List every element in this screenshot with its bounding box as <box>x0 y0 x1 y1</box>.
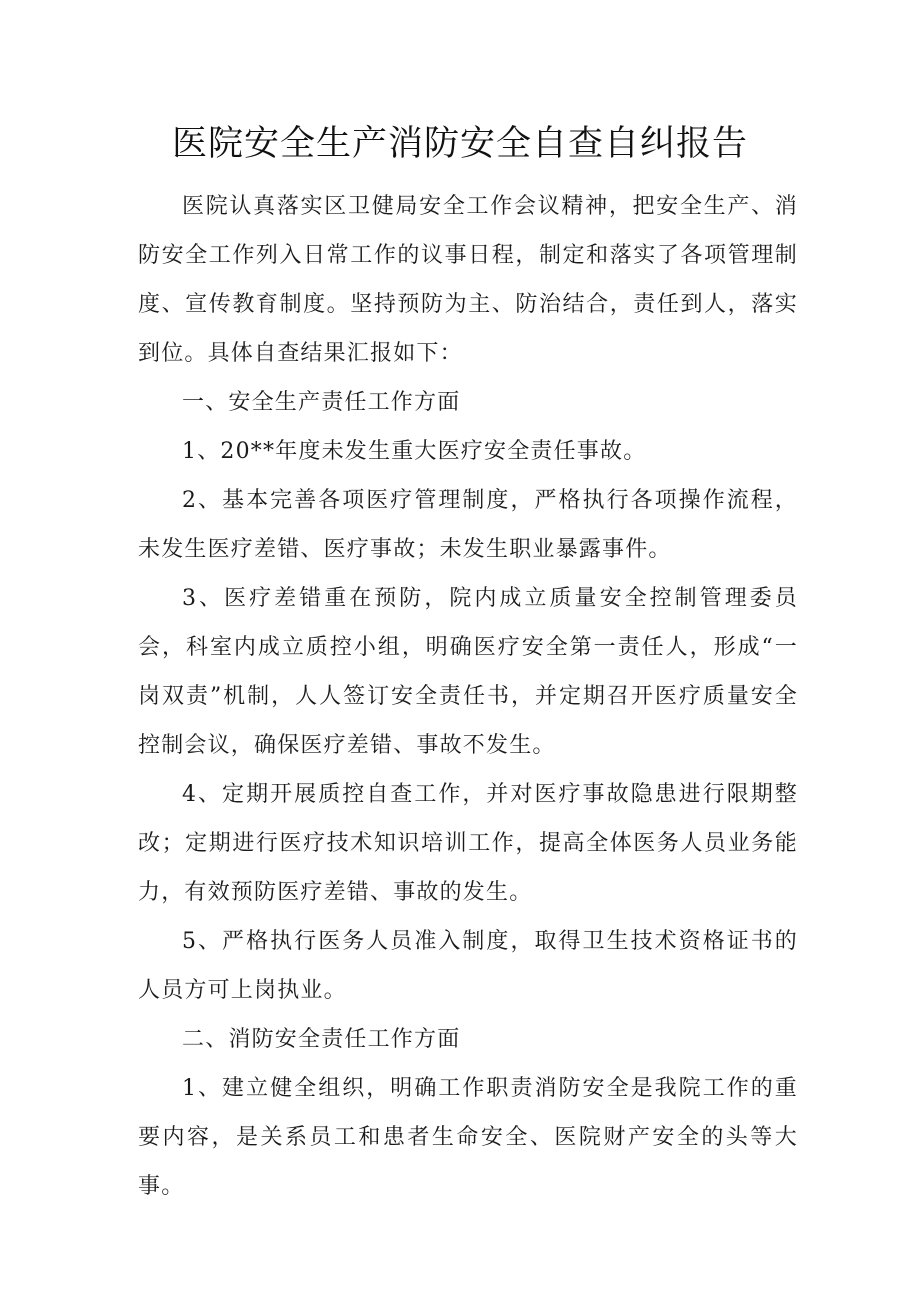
safety-item-1: 1、20**年度未发生重大医疗安全责任事故。 <box>182 439 647 464</box>
safety-item-4: 4、定期开展质控自查工作，并对医疗事故隐患进行限期整改；定期进行医疗技术知识培训工作，提高全体医务人员业务能力，有效预防医疗差错、事故的发生。 <box>138 782 798 905</box>
safety-item-3: 3、医疗差错重在预防，院内成立质量安全控制管理委员会，科室内成立质控小组，明确医疗安全第一责任人，形成“一岗双责”机制，人人签订安全责任书，并定期召开医疗质量安全控制会议，确保医疗差错、事故不发生。 <box>138 586 798 758</box>
document-body <box>138 182 798 1211</box>
document-title: 医院安全生产消防安全自查自纠报告 <box>171 124 748 164</box>
intro-paragraph: 医院认真落实区卫健局安全工作会议精神，把安全生产、消防安全工作列入日常工作的议事日程，制定和落实了各项管理制度、宣传教育制度。坚持预防为主、防治结合，责任到人，落实到位。具体自查结果汇报如下： <box>138 194 798 366</box>
fire-item-1: 1、建立健全组织，明确工作职责消防安全是我院工作的重要内容，是关系员工和患者生命安全、医院财产安全的头等大事。 <box>138 1076 798 1199</box>
safety-item-2: 2、基本完善各项医疗管理制度，严格执行各项操作流程，未发生医疗差错、医疗事故；未发生职业暴露事件。 <box>138 488 798 562</box>
section-heading-fire-safety: 二、消防安全责任工作方面 <box>182 1027 461 1052</box>
section-heading-safety-production: 一、安全生产责任工作方面 <box>182 390 461 415</box>
safety-item-5: 5、严格执行医务人员准入制度，取得卫生技术资格证书的人员方可上岗执业。 <box>138 929 798 1003</box>
